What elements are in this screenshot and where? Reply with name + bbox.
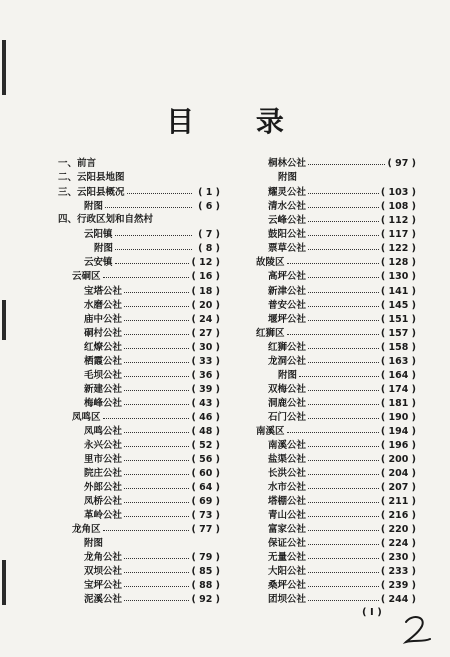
toc-entry (84, 495, 220, 509)
toc-entry (84, 397, 220, 411)
toc-leader-dots (115, 256, 190, 264)
toc-leader-dots (105, 200, 192, 208)
toc-entry (72, 523, 220, 537)
toc-entry (268, 186, 416, 200)
toc-leader-dots (308, 411, 379, 419)
toc-leader-dots (124, 481, 189, 489)
toc-entry (268, 285, 416, 299)
toc-entry-page: ( 117 ) (380, 229, 416, 240)
toc-leader-dots (308, 341, 379, 349)
toc-entry-label: 保证公社 (268, 538, 307, 549)
toc-entry-label: 红燎公社 (84, 342, 123, 353)
toc-entry (84, 593, 220, 607)
toc-entry-page: ( 145 ) (380, 300, 416, 311)
binding-mark-middle (2, 300, 6, 340)
toc-leader-dots (308, 157, 385, 165)
toc-leader-dots (308, 397, 379, 405)
toc-leader-dots (308, 313, 379, 321)
toc-entry-label: 附图 (278, 370, 298, 381)
toc-entry-label: 长洪公社 (268, 468, 307, 479)
toc-entry-label: 桐林公社 (268, 158, 307, 169)
toc-entry (268, 551, 416, 565)
toc-entry (268, 481, 416, 495)
toc-entry-page: ( 244 ) (380, 594, 416, 605)
toc-leader-dots (124, 341, 189, 349)
toc-entry-page: ( 122 ) (380, 243, 416, 254)
toc-entry-label: 南溪公社 (268, 440, 307, 451)
toc-entry-page: ( 64 ) (191, 482, 220, 493)
toc-entry-page: ( 88 ) (191, 580, 220, 591)
toc-entry (84, 481, 220, 495)
toc-entry-label: 清水公社 (268, 201, 307, 212)
toc-entry-page: ( 6 ) (198, 201, 220, 212)
toc-entry-label: 四、行政区划和自然村 (58, 214, 154, 225)
toc-entry (268, 453, 416, 467)
toc-entry-page: ( 52 ) (191, 440, 220, 451)
toc-entry-page: ( 181 ) (380, 398, 416, 409)
toc-leader-dots (308, 579, 379, 587)
toc-entry (268, 495, 416, 509)
toc-leader-dots (308, 495, 379, 503)
toc-entry (84, 551, 220, 565)
toc-entry-label: 青山公社 (268, 510, 307, 521)
toc-leader-dots (124, 285, 189, 293)
toc-leader-dots (308, 565, 379, 573)
toc-entry-label: 堰坪公社 (268, 314, 307, 325)
toc-leader-dots (308, 453, 379, 461)
binding-mark-bottom (2, 560, 6, 605)
toc-leader-dots (308, 593, 379, 601)
toc-entry (84, 327, 220, 341)
toc-leader-dots (287, 327, 379, 335)
toc-entry-page: ( 24 ) (191, 314, 220, 325)
toc-leader-dots (308, 270, 379, 278)
toc-entry-label: 石门公社 (268, 412, 307, 423)
toc-leader-dots (308, 299, 379, 307)
toc-leader-dots (308, 439, 379, 447)
toc-entry-page: ( 230 ) (380, 552, 416, 563)
toc-entry-label: 二、云阳县地图 (58, 172, 125, 183)
toc-entry-page: ( 194 ) (380, 426, 416, 437)
toc-entry (84, 467, 220, 481)
toc-entry-label: 硐村公社 (84, 328, 123, 339)
toc-leader-dots (308, 509, 379, 517)
toc-entry-page: ( 73 ) (191, 510, 220, 521)
toc-entry (84, 285, 220, 299)
toc-entry-page: ( 1 ) (198, 187, 220, 198)
toc-entry-page: ( 85 ) (191, 566, 220, 577)
toc-entry (268, 341, 416, 355)
toc-leader-dots (308, 228, 379, 236)
toc-entry-label: 红狮区 (256, 328, 285, 339)
toc-entry-label: 龙洞公社 (268, 356, 307, 367)
toc-entry-page: ( 128 ) (380, 257, 416, 268)
toc-leader-dots (124, 383, 189, 391)
toc-entry-label: 栖霞公社 (84, 356, 123, 367)
toc-entry-page: ( 164 ) (380, 370, 416, 381)
toc-leader-dots (308, 383, 379, 391)
toc-entry-label: 附图 (84, 201, 104, 212)
toc-entry-page: ( 48 ) (191, 426, 220, 437)
toc-entry-label: 毛坝公社 (84, 370, 123, 381)
toc-entry-page: ( 112 ) (380, 215, 416, 226)
toc-entry-label: 三、云阳县概况 (58, 187, 125, 198)
toc-entry (268, 565, 416, 579)
toc-entry-page: ( 92 ) (191, 594, 220, 605)
toc-entry-page: ( 30 ) (191, 342, 220, 353)
toc-entry (278, 369, 416, 383)
toc-entry-label: 双梅公社 (268, 384, 307, 395)
toc-entry-label: 龙角区 (72, 524, 101, 535)
toc-entry (84, 425, 220, 439)
toc-entry (84, 453, 220, 467)
toc-entry-label: 普安公社 (268, 300, 307, 311)
toc-entry (268, 299, 416, 313)
toc-entry-page: ( 130 ) (380, 271, 416, 282)
toc-entry-label: 梅峰公社 (84, 398, 123, 409)
toc-entry-label: 大阳公社 (268, 566, 307, 577)
toc-entry-label: 院庄公社 (84, 468, 123, 479)
toc-leader-dots (287, 425, 379, 433)
toc-entry-page: ( 33 ) (191, 356, 220, 367)
toc-leader-dots (124, 299, 189, 307)
toc-entry-page: ( 7 ) (198, 229, 220, 240)
toc-entry-page: ( 163 ) (380, 356, 416, 367)
toc-leader-dots (124, 593, 189, 601)
toc-entry-label: 宝塔公社 (84, 286, 123, 297)
toc-entry-label: 永兴公社 (84, 440, 123, 451)
toc-entry (58, 186, 220, 200)
toc-entry (84, 369, 220, 383)
toc-entry-label: 凤桥公社 (84, 496, 123, 507)
toc-entry-page: ( 46 ) (191, 412, 220, 423)
toc-leader-dots (308, 551, 379, 559)
toc-leader-dots (124, 355, 189, 363)
toc-entry-page: ( 216 ) (380, 510, 416, 521)
toc-entry (268, 228, 416, 242)
toc-leader-dots (308, 467, 379, 475)
toc-leader-dots (299, 369, 379, 377)
toc-entry (84, 341, 220, 355)
toc-entry (84, 355, 220, 369)
toc-entry-page: ( 200 ) (380, 454, 416, 465)
toc-entry-page: ( 12 ) (191, 257, 220, 268)
toc-entry-label: 云峰公社 (268, 215, 307, 226)
toc-entry-label: 故陵区 (256, 257, 285, 268)
toc-entry-label: 云阳镇 (84, 229, 113, 240)
toc-entry-label: 附图 (94, 243, 114, 254)
toc-entry-label: 桑坪公社 (268, 580, 307, 591)
toc-leader-dots (103, 270, 190, 278)
toc-entry (58, 171, 220, 185)
toc-entry-label: 宝坪公社 (84, 580, 123, 591)
toc-entry-page: ( 18 ) (191, 286, 220, 297)
toc-leader-dots (124, 551, 189, 559)
toc-entry-label: 革岭公社 (84, 510, 123, 521)
toc-entry-page: ( 190 ) (380, 412, 416, 423)
toc-entry-page: ( 220 ) (380, 524, 416, 535)
toc-entry-page: ( 233 ) (380, 566, 416, 577)
page-title: 目 录 (166, 105, 310, 138)
toc-entry-page: ( 27 ) (191, 328, 220, 339)
toc-entry (84, 299, 220, 313)
toc-leader-dots (124, 453, 189, 461)
toc-leader-dots (124, 369, 189, 377)
toc-leader-dots (115, 228, 192, 236)
toc-entry-page: ( 204 ) (380, 468, 416, 479)
binding-mark-top (2, 40, 6, 95)
toc-entry-label: 洞鹿公社 (268, 398, 307, 409)
toc-entry-page: ( 43 ) (191, 398, 220, 409)
toc-entry (72, 411, 220, 425)
toc-leader-dots (124, 313, 189, 321)
toc-entry-page: ( 239 ) (380, 580, 416, 591)
toc-entry-page: ( 174 ) (380, 384, 416, 395)
toc-entry (84, 313, 220, 327)
toc-entry-page: ( 207 ) (380, 482, 416, 493)
toc-entry-page: ( 157 ) (380, 328, 416, 339)
toc-entry-page: ( 108 ) (380, 201, 416, 212)
toc-entry (84, 579, 220, 593)
toc-entry-label: 凤鸣区 (72, 412, 101, 423)
toc-entry (84, 439, 220, 453)
toc-entry-label: 耀灵公社 (268, 187, 307, 198)
toc-entry-label: 团坝公社 (268, 594, 307, 605)
toc-leader-dots (308, 523, 379, 531)
toc-leader-dots (308, 214, 379, 222)
toc-entry-page: ( 20 ) (191, 300, 220, 311)
toc-entry-label: 高坪公社 (268, 271, 307, 282)
toc-entry (256, 425, 416, 439)
toc-entry-label: 水市公社 (268, 482, 307, 493)
toc-entry-page: ( 16 ) (191, 271, 220, 282)
toc-entry-page: ( 103 ) (380, 187, 416, 198)
toc-leader-dots (103, 411, 190, 419)
toc-entry-page: ( 39 ) (191, 384, 220, 395)
toc-leader-dots (103, 523, 190, 531)
toc-entry (94, 242, 220, 256)
toc-entry-label: 南溪区 (256, 426, 285, 437)
toc-leader-dots (115, 242, 192, 250)
toc-entry (84, 565, 220, 579)
toc-leader-dots (124, 439, 189, 447)
toc-entry (268, 509, 416, 523)
toc-entry (268, 397, 416, 411)
toc-entry-page: ( 8 ) (198, 243, 220, 254)
toc-entry-label: 红狮公社 (268, 342, 307, 353)
toc-entry (84, 228, 220, 242)
toc-entry-label: 泥溪公社 (84, 594, 123, 605)
toc-entry-label: 一、前言 (58, 158, 97, 169)
toc-entry (84, 256, 220, 270)
toc-entry (84, 537, 220, 551)
toc-entry-page: ( 141 ) (380, 286, 416, 297)
toc-entry-label: 外郎公社 (84, 482, 123, 493)
toc-entry-label: 鼓阳公社 (268, 229, 307, 240)
toc-entry (268, 200, 416, 214)
toc-leader-dots (124, 579, 189, 587)
toc-leader-dots (124, 327, 189, 335)
toc-entry-page: ( 56 ) (191, 454, 220, 465)
toc-leader-dots (308, 481, 379, 489)
toc-entry-label: 富家公社 (268, 524, 307, 535)
handwritten-mark (400, 612, 434, 646)
toc-entry-page: ( 151 ) (380, 314, 416, 325)
toc-entry-page: ( 77 ) (191, 524, 220, 535)
toc-entry-label: 附图 (84, 538, 104, 549)
toc-entry (268, 593, 416, 607)
toc-leader-dots (308, 200, 379, 208)
toc-entry-page: ( 36 ) (191, 370, 220, 381)
toc-entry (268, 270, 416, 284)
toc-entry-label: 票草公社 (268, 243, 307, 254)
toc-entry (268, 523, 416, 537)
toc-leader-dots (124, 425, 189, 433)
toc-entry (268, 242, 416, 256)
toc-leader-dots (124, 565, 189, 573)
toc-leader-dots (308, 537, 379, 545)
toc-entry (278, 171, 416, 185)
toc-leader-dots (287, 256, 379, 264)
toc-entry (268, 579, 416, 593)
toc-entry-page: ( 60 ) (191, 468, 220, 479)
toc-entry (84, 509, 220, 523)
toc-entry-label: 庙中公社 (84, 314, 123, 325)
toc-entry-label: 新津公社 (268, 286, 307, 297)
toc-entry (256, 256, 416, 270)
toc-entry (58, 213, 220, 227)
toc-entry-page: ( 69 ) (191, 496, 220, 507)
toc-leader-dots (308, 242, 379, 250)
toc-entry (268, 355, 416, 369)
toc-leader-dots (124, 509, 189, 517)
toc-entry-label: 里市公社 (84, 454, 123, 465)
toc-entry-label: 龙角公社 (84, 552, 123, 563)
toc-entry (268, 411, 416, 425)
toc-entry (84, 383, 220, 397)
toc-entry (268, 383, 416, 397)
toc-leader-dots (308, 355, 379, 363)
toc-entry (58, 157, 220, 171)
toc-entry-label: 无量公社 (268, 552, 307, 563)
toc-entry-label: 凤鸣公社 (84, 426, 123, 437)
page-number: ( I ) (362, 607, 382, 618)
toc-entry-label: 双坝公社 (84, 566, 123, 577)
toc-entry (72, 270, 220, 284)
toc-entry-page: ( 211 ) (380, 496, 416, 507)
toc-entry-label: 塔棚公社 (268, 496, 307, 507)
toc-leader-dots (124, 467, 189, 475)
toc-entry-label: 水磨公社 (84, 300, 123, 311)
toc-entry (256, 327, 416, 341)
toc-leader-dots (127, 186, 192, 194)
toc-entry (268, 313, 416, 327)
toc-entry-page: ( 97 ) (387, 158, 416, 169)
toc-leader-dots (308, 285, 379, 293)
toc-entry (84, 200, 220, 214)
toc-leader-dots (124, 397, 189, 405)
toc-entry-label: 盐渠公社 (268, 454, 307, 465)
toc-entry-label: 云硐区 (72, 271, 101, 282)
toc-entry-page: ( 224 ) (380, 538, 416, 549)
toc-entry (268, 537, 416, 551)
toc-entry-page: ( 79 ) (191, 552, 220, 563)
toc-leader-dots (124, 495, 189, 503)
toc-entry-label: 附图 (278, 172, 298, 183)
toc-entry-label: 新建公社 (84, 384, 123, 395)
toc-entry (268, 214, 416, 228)
toc-entry (268, 157, 416, 171)
toc-entry (268, 467, 416, 481)
toc-entry-page: ( 158 ) (380, 342, 416, 353)
toc-leader-dots (308, 186, 379, 194)
toc-entry (268, 439, 416, 453)
toc-entry-page: ( 196 ) (380, 440, 416, 451)
toc-entry-label: 云安镇 (84, 257, 113, 268)
